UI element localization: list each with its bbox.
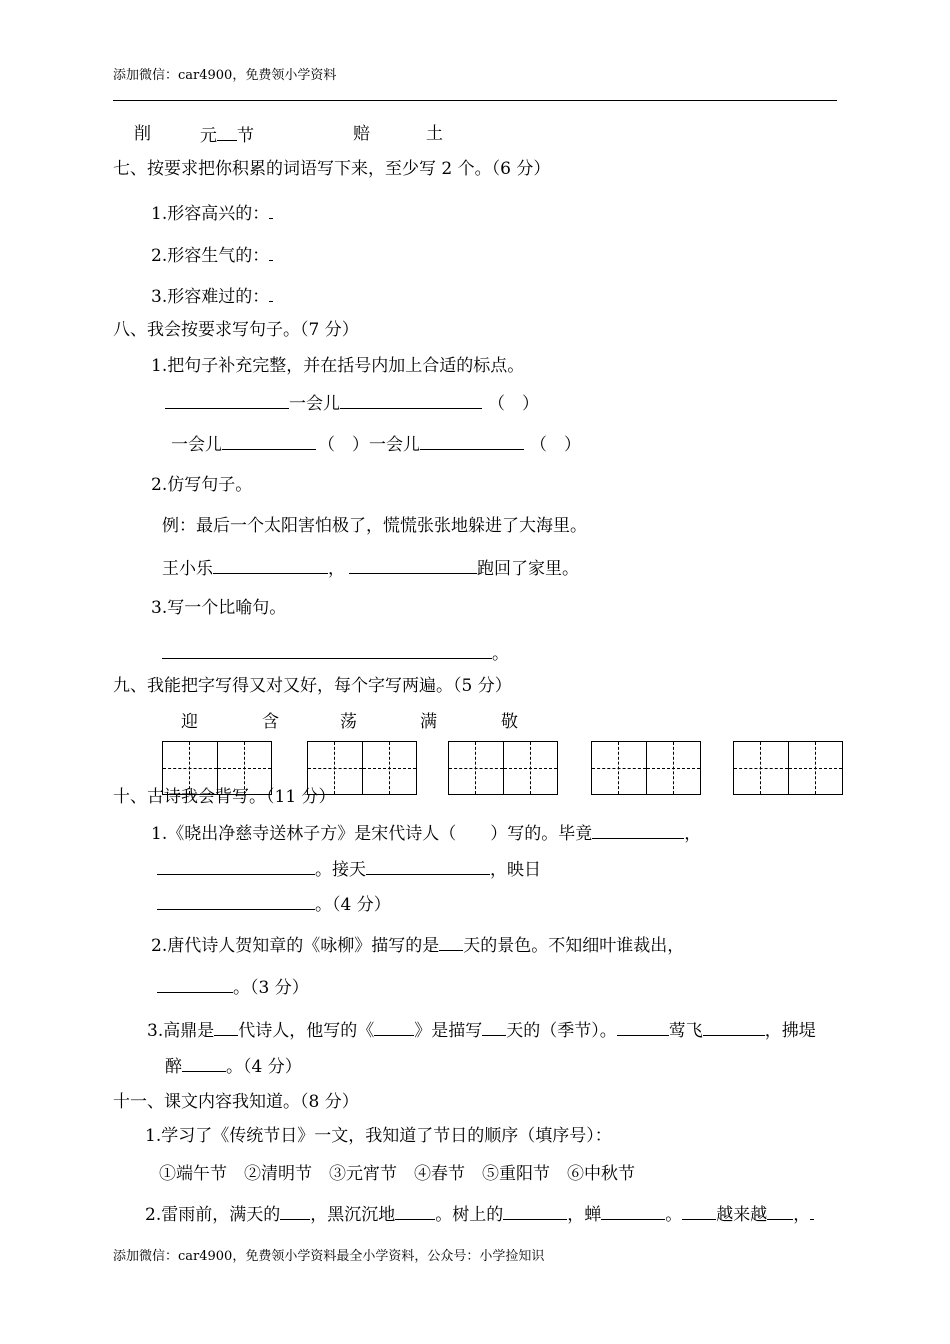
- writing-grid-3[interactable]: [448, 741, 558, 795]
- writing-grid-4[interactable]: [591, 741, 701, 795]
- s7-q1: 1.形容高兴的：: [151, 202, 273, 224]
- s9-char-1: 迎: [181, 712, 198, 732]
- s8-q2: 2.仿写句子。: [151, 475, 253, 495]
- s8-q1-line1: 一会儿 （ ）: [165, 392, 539, 414]
- s8-imitate-line: 王小乐 ， 跑回了家里。: [162, 559, 579, 579]
- s10-q2-line1: 2.唐代诗人贺知章的《咏柳》描写的是 天的景色。不知细叶谁裁出，: [151, 936, 685, 956]
- s10-q1-line2: 。接天 ，映日: [157, 858, 541, 880]
- section-10-title: 十、古诗我会背写。（11 分）: [113, 787, 336, 807]
- s8-q3: 3.写一个比喻句。: [151, 598, 287, 618]
- section-7-title: 七、按要求把你积累的词语写下来，至少写 2 个。（6 分）: [113, 159, 551, 179]
- s8-example: 例：最后一个太阳害怕极了，慌慌张张地躲进了大海里。: [162, 516, 587, 536]
- header-rule: [113, 100, 837, 101]
- s10-q2-line2: 。（3 分）: [157, 976, 309, 998]
- page-header: 添加微信：car4900，免费领小学资料: [113, 68, 337, 83]
- s10-q1-line3: 。（4 分）: [157, 893, 391, 915]
- s11-options: ①端午节 ②清明节 ③元宵节 ④春节 ⑤重阳节 ⑥中秋节: [159, 1164, 635, 1184]
- s8-q3-line: 。: [162, 642, 509, 664]
- top-char-2: 元 节: [200, 126, 254, 146]
- s11-q1: 1.学习了《传统节日》一文，我知道了节日的顺序（填序号）：: [145, 1126, 612, 1146]
- writing-grid-5[interactable]: [733, 741, 843, 795]
- s7-q3: 3.形容难过的：: [151, 285, 273, 307]
- s8-q1: 1.把句子补充完整，并在括号内加上合适的标点。: [151, 356, 525, 376]
- s10-q1-line1: 1.《晓出净慈寺送林子方》是宋代诗人（ ）写的。毕竟 ，: [151, 824, 702, 844]
- page-footer: 添加微信：car4900，免费领小学资料最全小学资料，公众号：小学捡知识: [113, 1249, 545, 1264]
- s9-char-4: 满: [420, 712, 437, 732]
- top-char-3: 赔: [353, 124, 370, 144]
- s11-q2: 2.雷雨前，满天的 ，黑沉沉地 。树上的 ，蝉 。 越来越 ，: [145, 1203, 814, 1225]
- s9-char-3: 荡: [340, 712, 357, 732]
- s9-char-5: 敬: [501, 712, 518, 732]
- s8-q1-line2: 一会儿 （ ）一会儿 （ ）: [171, 435, 581, 455]
- s10-q3-line1: 3.高鼎是 代诗人，他写的《 》是描写 天的（季节）。 莺飞 ，拂堤: [147, 1021, 816, 1041]
- s9-char-2: 含: [262, 712, 279, 732]
- section-8-title: 八、我会按要求写句子。（7 分）: [113, 320, 359, 340]
- top-char-4: 土: [426, 124, 443, 144]
- section-9-title: 九、我能把字写得又对又好，每个字写两遍。（5 分）: [113, 676, 512, 696]
- s7-q2: 2.形容生气的：: [151, 244, 273, 266]
- s10-q3-line2: 醉 。（4 分）: [165, 1057, 302, 1077]
- section-11-title: 十一、课文内容我知道。（8 分）: [113, 1092, 359, 1112]
- top-char-1: 削: [134, 124, 151, 144]
